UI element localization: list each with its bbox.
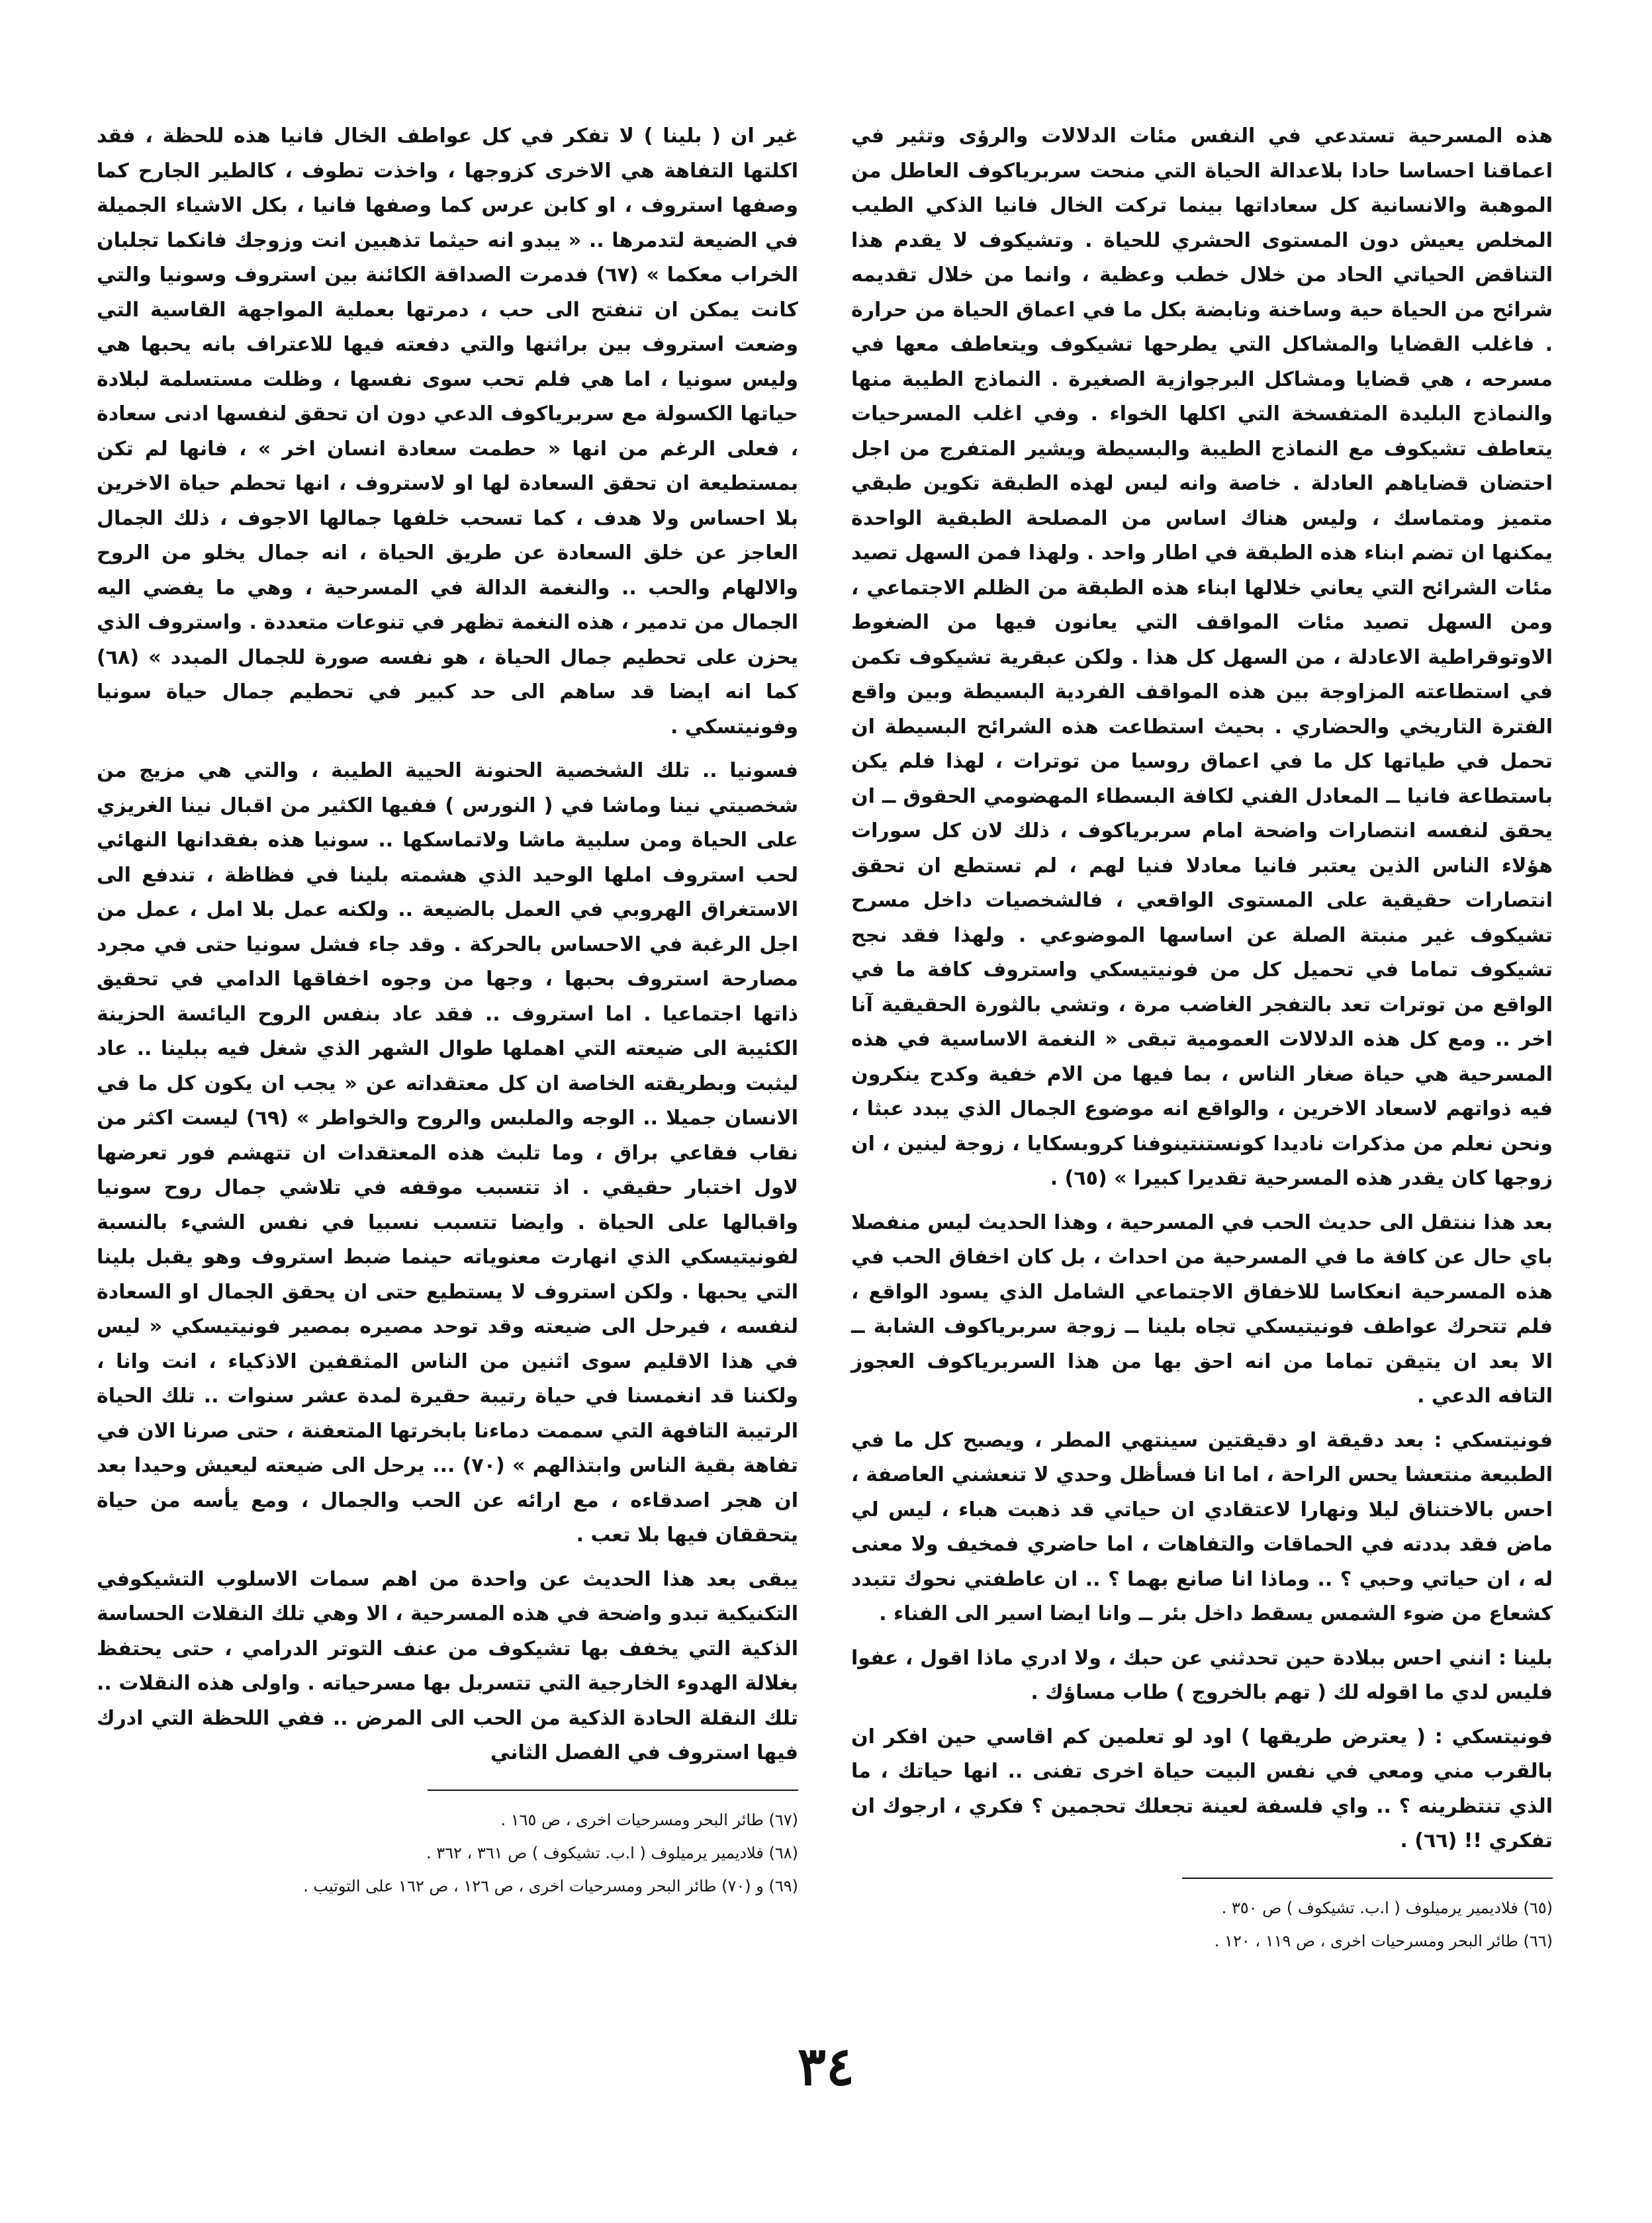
footnote: (٦٩) و (٧٠) طائر البحر ومسرحيات اخرى ، ص ١٢٦ ، ص ١٦٢ على التوتيب .: [303, 1876, 798, 1895]
left-column: [97, 119, 798, 1905]
footnote: (٦٨) فلاديمير يرميلوف ( ا.ب. تشيكوف ) ص ٣٦١ ، ٣٦٢ .: [426, 1843, 798, 1862]
footnote-divider: [1182, 1878, 1553, 1879]
body-paragraph: بعد هذا ننتقل الى حديث الحب في المسرحية ، وهذا الحديث ليس منفصلا باي حال عن كافة ما في المسرحية من احداث ، بل كان اخفاق الحب في هذه المسرحية انعكاسا للاخفاق الاجتماعي الشامل الذي يسود الواقع ، فلم تتحرك عواطف فونيتيسكي تجاه بلينا ــ زوجة سربرياكوف الشابة ــ الا بعد ان يتيقن تماما من انه احق بها من هذا السربرياكوف العجوز التافه الدعي .: [851, 1210, 1553, 1408]
left-column-body: [97, 119, 798, 1771]
dialogue-paragraph: بلينا : انني احس ببلادة حين تحدثني عن حبك ، ولا ادري ماذا اقول ، عفوا فليس لدي ما اقوله لك ( تهم بالخروج ) طاب مساؤك .: [851, 1646, 1553, 1704]
footnote: (٦٦) طائر البحر ومسرحيات اخرى ، ص ١١٩ ، ١٢٠ .: [1214, 1931, 1553, 1950]
body-paragraph: يبقى بعد هذا الحديث عن واحدة من اهم سمات الاسلوب التشيكوفي التكنيكية تبدو واضحة في هذه المسرحية ، الا وهي تلك النقلات الحساسة الذكية التي يخفف بها تشيكوف من عنف التوتر الدرامي ، حتى يحتفظ بغلالة الهدوء الخارجية التي تتسربل بها مسرحياته . واولى هذه النقلات .. تلك النقلة الحادة الذكية من الحب الى المرض .. ففي اللحظة التي ادرك فيها استروف في الفصل الثاني: [97, 1567, 798, 1764]
right-column: [851, 119, 1553, 1960]
footnote: (٦٥) فلاديمير يرميلوف ( ا.ب. تشيكوف ) ص ٣٥٠ .: [1221, 1898, 1553, 1917]
body-paragraph: فسونيا .. تلك الشخصية الحنونة الحيية الطيبة ، والتي هي مزيج من شخصيتي نينا وماشا في ( النورس ) ففيها الكثير من اقبال نينا الغريزي على الحياة ومن سلبية ماشا ولاتماسكها .. سونيا هذه بفقدانها النهائي لحب استروف املها الوحيد الذي هشمته بلينا في فظاظة ، تندفع الى الاستغراق الهروبي في العمل بالضيعة .. ولكنه عمل بلا امل ، عمل من اجل الرغبة في الاحساس بالحركة . وقد جاء فشل سونيا حتى في مجرد مصارحة استروف بحبها ، وجها من وجوه اخفاقها الدامي في تحقيق ذاتها اجتماعيا . اما استروف .. فقد عاد بنفس الروح اليائسة الحزينة الكئيبة الى ضيعته التي اهملها طوال الشهر الذي شغل فيه ببلينا .. عاد ليثبت وبطريقته الخاصة ان كل معتقداته عن « يجب ان يكون كل ما في الانسان جميلا .. الوجه والملبس والروح والخواطر » (٦٩) ليست اكثر من نقاب فقاعي براق ، وما تلبث هذه المعتقدات ان تتهشم فور تعرضها لاول اختبار حقيقي . اذ تتسبب موقفه في تلاشي جمال روح سونيا واقبالها على الحياة . وايضا تتسبب نسبيا في نفس الشيء بالنسبة لفونيتيسكي الذي انهارت معنوياته حينما ضبط استروف وهو يقبل بلينا التي يحبها . ولكن استروف لا يستطيع حتى ان يحقق الجمال او السعادة لنفسه ، فيرحل الى ضيعته وقد توحد مصيره بمصير فونيتيسكي « ليس في هذا الاقليم سوى اثنين من الناس المثقفين الاذكياء ، انت وانا ، ولكننا قد انغمسنا في حياة رتيبة حقيرة لمدة عشر سنوات .. تلك الحياة الرتيبة التافهة التي سممت دماءنا بابخرتها المتعفنة ، حتى صرنا الان في تفاهة بقية الناس وابتذالهم » (٧٠) ... يرحل الى ضيعته ليعيش وحيدا بعد ان هجر اصدقاءه ، مع ارائه عن الحب والجمال ، ومع يأسه من حياة يتحققان فيها بلا تعب .: [97, 759, 798, 1547]
right-footnotes: [851, 1893, 1553, 1956]
left-footnotes: [97, 1805, 798, 1901]
right-column-body: [851, 119, 1553, 1859]
body-paragraph: غير ان ( بلينا ) لا تفكر في كل عواطف الخال فانيا هذه للحظة ، فقد اكلتها التفاهة هي الاخرى كزوجها ، واخذت تطوف ، كالطير الجارح كما وصفها استروف ، او كابن عرس كما وصفها فانيا ، بكل الاشياء الجميلة في الضيعة لتدمرها .. « يبدو انه حيثما تذهبين انت وزوجك فانكما تجلبان الخراب معكما » (٦٧) فدمرت الصداقة الكائنة بين استروف وسونيا والتي كانت يمكن ان تنفتح الى حب ، دمرتها بعملية المواجهة القاسية التي وضعت استروف بين براثنها والتي دفعته فيها للاعتراف بانه يحبها هي وليس سونيا ، اما هي فلم تحب سوى نفسها ، وظلت مستسلمة لبلادة حياتها الكسولة مع سربرياكوف الدعي دون ان تحقق لنفسها ادنى سعادة ، فعلى الرغم من انها « حطمت سعادة انسان اخر » ، فانها لم تكن بمستطيعة ان تحقق السعادة لها او لاستروف ، انها تحطم حياة الاخرين بلا احساس ولا هدف ، كما تسحب خلفها جمالها الاجوف ، ذلك الجمال العاجز عن خلق السعادة عن طريق الحياة ، انه جمال يخلو من الروح والالهام والحب .. والنغمة الدالة في المسرحية ، وهي ما يفضي اليه الجمال من تدمير ، هذه النغمة تظهر في تنوعات متعددة . واستروف الذي يحزن على تحطيم جمال الحياة ، هو نفسه صورة للجمال المبدد » (٦٨) كما انه ايضا قد ساهم الى حد كبير في تحطيم جمال حياة سونيا وفونيتسكي .: [97, 124, 798, 739]
footnote-divider: [428, 1790, 798, 1791]
footnote: (٦٧) طائر البحر ومسرحيات اخرى ، ص ١٦٥ .: [500, 1810, 798, 1829]
dialogue-paragraph: فونيتسكي : ( يعترض طريقها ) اود لو تعلمين كم اقاسي حين افكر ان بالقرب مني ومعي في نفس البيت حياة اخرى تفنى .. انها حياتك ، ما الذي تنتظرينه ؟ .. واي فلسفة لعينة تجعلك تحجمين ؟ فكري ، ارجوك ان تفكري !! (٦٦) .: [851, 1725, 1553, 1852]
dialogue-paragraph: فونيتسكي : بعد دقيقة او دقيقتين سينتهي المطر ، ويصبح كل ما في الطبيعة منتعشا يحس الراحة ، اما انا فسأظل وحدي لا تنعشني العاصفة ، احس بالاختناق ليلا ونهارا لاعتقادي ان حياتي قد ذهبت هباء ، ليس لي ماض فقد بددته في الحماقات والتفاهات ، اما حاضري فمخيف ولا معنى له ، ان حياتي وحبي ؟ .. وماذا انا صانع بهما ؟ .. ان عاطفتي نحوك تتبدد كشعاع من ضوء الشمس يسقط داخل بئر ــ وانا ايضا اسير الى الفناء .: [851, 1428, 1553, 1625]
body-paragraph: هذه المسرحية تستدعي في النفس مئات الدلالات والرؤى وتثير في اعماقنا احساسا حادا بلاعدالة الحياة التي منحت سربرياكوف العاطل من الموهبة والانسانية كل سعاداتها بينما تركت الخال فانيا الذكي الطيب المخلص يعيش دون المستوى الحشري للحياة . وتشيكوف لا يقدم هذا التناقض الحياتي الحاد من خلال خطب وعظية ، وانما من خلال تقديمه شرائح من الحياة حية وساخنة ونابضة بكل ما في اعماق الحياة من حرارة . فاغلب القضايا والمشاكل التي يطرحها تشيكوف ويتعاطف معها في مسرحه ، هي قضايا ومشاكل البرجوازية الصغيرة . النماذج الطيبة منها والنماذج البليدة المتفسخة التي اكلها الخواء . وفي اغلب المسرحيات يتعاطف تشيكوف مع النماذج الطيبة والبسيطة ويشير المتفرج من اجل احتضان قضاياهم العادلة . خاصة وانه ليس لهذه الطبقة تكوين طبقي متميز ومتماسك ، وليس هناك اساس من المصلحة الطبقية الواحدة يمكنها ان تضم ابناء هذه الطبقة في اطار واحد . ولهذا فمن السهل تصيد مئات الشرائح التي يعاني خلالها ابناء هذه الطبقة من الظلم الاجتماعي ، ومن السهل تصيد مئات المواقف التي يعانون فيها من الضغوط الاوتوقراطية الاعادلة ، من السهل كل هذا . ولكن عبقرية تشيكوف تكمن في استطاعته المزاوجة بين هذه المواقف الفردية البسيطة وبين واقع الفترة التاريخي والحضاري . بحيث استطاعت هذه الشرائح البسيطة ان تحمل في طياتها كل ما في اعماق روسيا من توترات ، لهذا فلم يكن باستطاعة فانيا ــ المعادل الفني لكافة البسطاء المهضومي الحقوق ــ ان يحقق لنفسه انتصارات واضحة امام سربرياكوف ، ذلك لان كل سورات هؤلاء الناس الذين يعتبر فانيا معادلا فنيا لهم ، لم تستطع ان تحقق انتصارات حقيقية على المستوى الواقعي ، فالشخصيات داخل مسرح تشيكوف غير منبتة الصلة عن اساسها الموضوعي . ولهذا فقد نجح تشيكوف تماما في تحميل كل من فونيتيسكي واستروف كافة ما في الواقع من توترات تعد بالتفجر الغاضب مرة ، وتشي بالثورة الحقيقية آنا اخر .. ومع كل هذه الدلالات العمومية تبقى « النغمة الاساسية في هذه المسرحية هي حياة صغار الناس ، بما فيها من الام خفية وكدح ينكرون فيه ذواتهم لاسعاد الاخرين ، والواقع انه موضوع الجمال الذي يبدد عبثا ، ونحن نعلم من مذكرات ناديدا كونستنتينوفنا كروبسكايا ، زوجة لينين ، ان زوجها كان يقدر هذه المسرحية تقديرا كبيرا » (٦٥) .: [851, 124, 1553, 1190]
page-number: ٣٤: [798, 2035, 854, 2097]
